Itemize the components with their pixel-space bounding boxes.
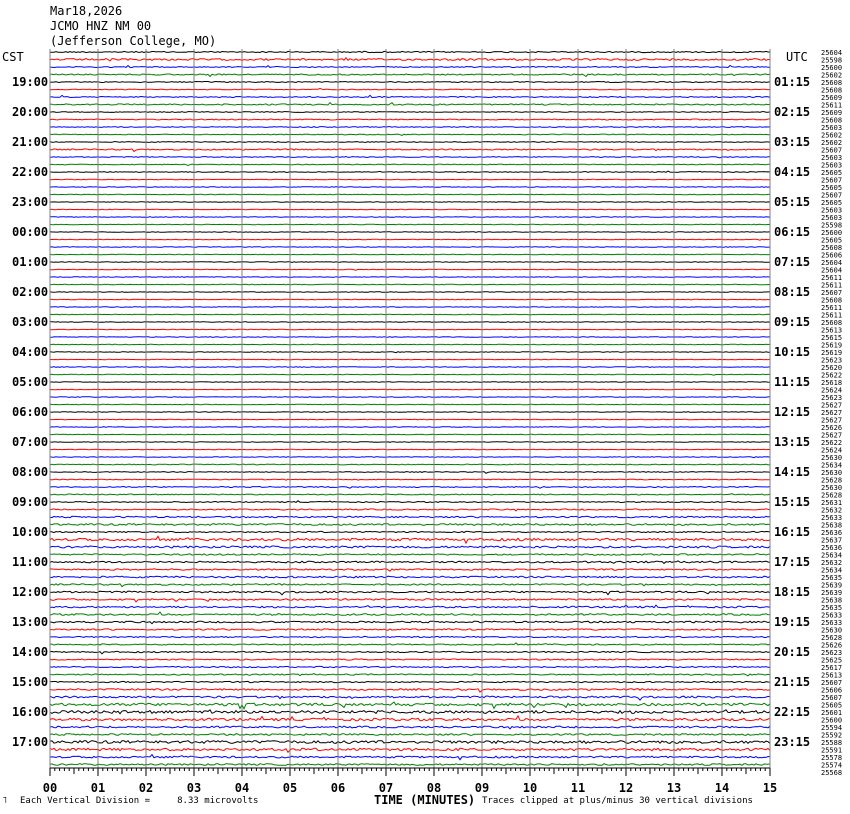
left-time-label: 10:00 — [12, 525, 49, 539]
scale-note: Each Vertical Division = 8.33 microvolts — [20, 796, 259, 806]
trace-64 — [50, 531, 770, 532]
trace-value-label: 25638 — [821, 521, 843, 530]
trace-41 — [50, 359, 770, 360]
right-time-label: 20:15 — [774, 645, 811, 659]
trace-4 — [50, 82, 770, 83]
trace-value-label: 25608 — [821, 319, 843, 327]
trace-value-label: 25634 — [821, 461, 843, 470]
trace-value-label: 25639 — [821, 589, 843, 597]
trace-value-label: 25636 — [821, 544, 843, 552]
trace-16 — [50, 171, 770, 172]
x-tick-label-15: 15 — [762, 781, 778, 795]
left-time-label: 17:00 — [12, 735, 49, 749]
header-location: (Jefferson College, MO) — [50, 34, 217, 48]
trace-value-label: 25625 — [821, 656, 843, 665]
trace-75 — [50, 612, 770, 615]
right-time-label: 05:15 — [774, 195, 811, 209]
trace-value-label: 25630 — [821, 454, 843, 462]
trace-32 — [50, 292, 770, 293]
trace-value-label: 25623 — [821, 394, 843, 402]
header-station: JCMO HNZ NM 00 — [50, 19, 152, 33]
trace-70 — [50, 576, 770, 578]
trace-17 — [50, 179, 770, 180]
trace-value-label: 25604 — [821, 259, 843, 267]
trace-65 — [50, 536, 770, 543]
trace-39 — [50, 344, 770, 345]
left-time-label: 05:00 — [12, 375, 49, 389]
trace-81 — [50, 659, 770, 660]
trace-value-label: 25608 — [821, 79, 843, 87]
trace-value-label: 25633 — [821, 514, 843, 522]
trace-value-label: 25628 — [821, 491, 843, 500]
trace-84 — [50, 681, 770, 682]
right-time-label: 09:15 — [774, 315, 811, 329]
trace-value-label: 25615 — [821, 334, 843, 342]
trace-value-label: 25608 — [821, 116, 843, 125]
trace-37 — [50, 329, 770, 330]
trace-49 — [50, 419, 770, 420]
left-time-label: 12:00 — [12, 585, 49, 599]
right-time-label: 19:15 — [774, 615, 811, 629]
left-time-label: 07:00 — [12, 435, 49, 449]
right-time-label: 10:15 — [774, 345, 811, 359]
trace-value-label: 25594 — [821, 724, 843, 732]
trace-62 — [50, 516, 770, 517]
trace-value-label: 25613 — [821, 671, 843, 680]
x-tick-label-07: 07 — [378, 781, 394, 795]
trace-value-label: 25611 — [821, 274, 843, 282]
trace-value-label: 25591 — [821, 746, 843, 755]
left-time-label: 09:00 — [12, 495, 49, 509]
trace-91 — [50, 734, 770, 736]
trace-38 — [50, 337, 770, 338]
x-tick-label-05: 05 — [282, 781, 298, 795]
x-tick-label-04: 04 — [234, 781, 250, 795]
trace-value-label: 25619 — [821, 341, 843, 350]
trace-value-label: 25605 — [821, 169, 843, 177]
right-time-label: 23:15 — [774, 735, 811, 749]
trace-value-label: 25611 — [821, 101, 843, 110]
trace-value-label: 25628 — [821, 476, 843, 485]
right-time-label: 22:15 — [774, 705, 811, 719]
trace-83 — [50, 674, 770, 676]
trace-18 — [50, 187, 770, 188]
trace-30 — [50, 277, 770, 278]
trace-value-label: 25605 — [821, 199, 843, 207]
trace-value-label: 25635 — [821, 574, 843, 582]
x-tick-label-12: 12 — [618, 781, 634, 795]
trace-3 — [50, 74, 770, 77]
trace-value-label: 25637 — [821, 536, 843, 545]
x-tick-label-00: 00 — [42, 781, 58, 795]
trace-82 — [50, 666, 770, 667]
x-tick-label-03: 03 — [186, 781, 202, 795]
trace-value-label: 25607 — [821, 289, 843, 297]
trace-value-label: 25603 — [821, 124, 843, 132]
trace-36 — [50, 322, 770, 323]
trace-value-label: 25598 — [821, 221, 843, 230]
x-tick-label-06: 06 — [330, 781, 346, 795]
trace-25 — [50, 239, 770, 240]
trace-60 — [50, 501, 770, 503]
trace-value-label: 25608 — [821, 244, 843, 252]
trace-value-label: 25605 — [821, 701, 843, 710]
trace-67 — [50, 554, 770, 555]
trace-value-label: 25611 — [821, 304, 843, 312]
trace-48 — [50, 412, 770, 413]
trace-value-label: 25600 — [821, 716, 843, 725]
trace-value-label: 25608 — [821, 296, 843, 305]
trace-77 — [50, 629, 770, 630]
trace-value-label: 25627 — [821, 431, 843, 440]
left-time-label: 23:00 — [12, 195, 49, 209]
trace-61 — [50, 509, 770, 511]
trace-2 — [50, 66, 770, 68]
trace-value-label: 25603 — [821, 154, 843, 162]
trace-value-label: 25639 — [821, 581, 843, 590]
left-time-label: 14:00 — [12, 645, 49, 659]
trace-value-label: 25633 — [821, 619, 843, 627]
trace-88 — [50, 710, 770, 714]
trace-50 — [50, 427, 770, 428]
trace-27 — [50, 254, 770, 255]
trace-45 — [50, 389, 770, 390]
trace-63 — [50, 524, 770, 526]
trace-value-label: 25606 — [821, 686, 843, 695]
trace-92 — [50, 741, 770, 744]
trace-value-label: 25634 — [821, 566, 843, 575]
trace-90 — [50, 726, 770, 729]
trace-76 — [50, 621, 770, 624]
left-time-label: 01:00 — [12, 255, 49, 269]
trace-value-label: 25638 — [821, 596, 843, 605]
trace-52 — [50, 442, 770, 443]
trace-value-label: 25592 — [821, 731, 843, 740]
trace-value-label: 25635 — [821, 604, 843, 612]
right-time-label: 01:15 — [774, 75, 811, 89]
trace-66 — [50, 546, 770, 548]
trace-value-label: 25632 — [821, 506, 843, 515]
trace-29 — [50, 269, 770, 270]
trace-87 — [50, 702, 770, 709]
trace-34 — [50, 307, 770, 308]
trace-42 — [50, 367, 770, 368]
foot-mark: ˥ — [2, 796, 8, 806]
trace-19 — [50, 194, 770, 195]
trace-79 — [50, 643, 770, 645]
trace-value-label: 25606 — [821, 251, 843, 260]
trace-value-label: 25626 — [821, 641, 843, 650]
left-time-label: 16:00 — [12, 705, 49, 719]
left-time-label: 22:00 — [12, 165, 49, 179]
trace-value-label: 25600 — [821, 229, 843, 237]
x-tick-label-09: 09 — [474, 781, 490, 795]
trace-89 — [50, 716, 770, 721]
left-time-label: 04:00 — [12, 345, 49, 359]
left-time-label: 00:00 — [12, 225, 49, 239]
trace-value-label: 25607 — [821, 146, 843, 155]
trace-86 — [50, 696, 770, 700]
right-time-label: 03:15 — [774, 135, 811, 149]
trace-33 — [50, 299, 770, 300]
left-time-label: 06:00 — [12, 405, 49, 419]
header-date: Mar18,2026 — [50, 4, 123, 18]
trace-value-label: 25624 — [821, 386, 843, 395]
trace-47 — [50, 404, 770, 405]
x-tick-label-01: 01 — [90, 781, 106, 795]
trace-value-label: 25630 — [821, 484, 843, 492]
trace-21 — [50, 209, 770, 210]
trace-9 — [50, 119, 770, 120]
trace-value-label: 25608 — [821, 86, 843, 95]
x-tick-label-14: 14 — [714, 781, 730, 795]
trace-value-label: 25634 — [821, 551, 843, 560]
trace-71 — [50, 584, 770, 587]
trace-value-label: 25631 — [821, 499, 843, 507]
trace-93 — [50, 748, 770, 752]
trace-22 — [50, 217, 770, 218]
left-time-label: 21:00 — [12, 135, 49, 149]
trace-58 — [50, 487, 770, 489]
trace-value-label: 25609 — [821, 109, 843, 117]
right-time-label: 06:15 — [774, 225, 811, 239]
right-time-label: 21:15 — [774, 675, 811, 689]
trace-value-label: 25607 — [821, 679, 843, 687]
trace-value-label: 25633 — [821, 611, 843, 620]
x-tick-label-10: 10 — [522, 781, 538, 795]
right-zone-label: UTC — [786, 50, 808, 64]
trace-value-label: 25574 — [821, 761, 843, 770]
trace-value-label: 25609 — [821, 94, 843, 102]
right-time-label: 02:15 — [774, 105, 811, 119]
right-time-label: 17:15 — [774, 555, 811, 569]
trace-55 — [50, 464, 770, 465]
trace-value-label: 25632 — [821, 559, 843, 567]
trace-value-label: 25622 — [821, 439, 843, 447]
right-time-label: 18:15 — [774, 585, 811, 599]
trace-31 — [50, 284, 770, 285]
trace-value-label: 25601 — [821, 709, 843, 717]
right-time-label: 13:15 — [774, 435, 811, 449]
trace-59 — [50, 494, 770, 495]
trace-74 — [50, 605, 770, 608]
trace-73 — [50, 599, 770, 602]
trace-value-label-final: 25568 — [821, 769, 843, 777]
trace-value-label: 25603 — [821, 161, 843, 170]
trace-value-label: 25627 — [821, 416, 843, 425]
trace-10 — [50, 127, 770, 128]
trace-value-label: 25613 — [821, 326, 843, 335]
trace-94 — [50, 755, 770, 760]
trace-value-label: 25620 — [821, 364, 843, 372]
trace-value-label: 25602 — [821, 71, 843, 80]
trace-value-label: 25588 — [821, 739, 843, 747]
trace-value-label: 25623 — [821, 356, 843, 365]
trace-57 — [50, 479, 770, 480]
trace-13 — [50, 149, 770, 152]
trace-15 — [50, 164, 770, 165]
right-time-label: 12:15 — [774, 405, 811, 419]
trace-85 — [50, 689, 770, 692]
right-time-label: 11:15 — [774, 375, 811, 389]
trace-value-label: 25607 — [821, 191, 843, 200]
trace-7 — [50, 103, 770, 106]
trace-8 — [50, 112, 770, 113]
trace-value-label: 25624 — [821, 446, 843, 455]
trace-51 — [50, 434, 770, 435]
trace-1 — [50, 58, 770, 61]
trace-68 — [50, 561, 770, 564]
trace-value-label: 25618 — [821, 379, 843, 387]
trace-value-label: 25605 — [821, 236, 843, 245]
trace-40 — [50, 352, 770, 353]
x-tick-label-02: 02 — [138, 781, 154, 795]
trace-value-label: 25603 — [821, 214, 843, 222]
x-axis-title: TIME (MINUTES) — [374, 793, 476, 807]
trace-28 — [50, 262, 770, 263]
left-time-label: 20:00 — [12, 105, 49, 119]
right-time-label: 08:15 — [774, 285, 811, 299]
trace-24 — [50, 232, 770, 233]
trace-value-label: 25602 — [821, 131, 843, 140]
trace-14 — [50, 157, 770, 158]
trace-value-label: 25604 — [821, 49, 843, 57]
trace-44 — [50, 382, 770, 383]
trace-43 — [50, 374, 770, 375]
trace-value-label: 25602 — [821, 139, 843, 147]
trace-value-label: 25623 — [821, 649, 843, 657]
trace-6 — [50, 95, 770, 97]
trace-value-label: 25598 — [821, 56, 843, 65]
trace-46 — [50, 397, 770, 398]
trace-value-label: 25619 — [821, 349, 843, 357]
trace-value-label: 25600 — [821, 64, 843, 72]
left-time-label: 19:00 — [12, 75, 49, 89]
left-time-label: 11:00 — [12, 555, 49, 569]
trace-value-label: 25578 — [821, 754, 843, 762]
trace-value-label: 25605 — [821, 184, 843, 192]
trace-value-label: 25630 — [821, 469, 843, 477]
trace-12 — [50, 142, 770, 143]
trace-value-label: 25627 — [821, 401, 843, 410]
left-zone-label: CST — [2, 50, 24, 64]
trace-value-label: 25622 — [821, 371, 843, 380]
trace-value-label: 25611 — [821, 281, 843, 290]
right-time-label: 07:15 — [774, 255, 811, 269]
trace-value-label: 25604 — [821, 266, 843, 275]
left-time-label: 02:00 — [12, 285, 49, 299]
trace-35 — [50, 314, 770, 315]
trace-value-label: 25611 — [821, 311, 843, 320]
trace-value-label: 25626 — [821, 424, 843, 432]
x-tick-label-13: 13 — [666, 781, 682, 795]
right-time-label: 15:15 — [774, 495, 811, 509]
trace-value-label: 25603 — [821, 206, 843, 215]
trace-11 — [50, 134, 770, 135]
trace-53 — [50, 449, 770, 450]
left-time-label: 03:00 — [12, 315, 49, 329]
trace-95 — [50, 764, 770, 766]
trace-54 — [50, 457, 770, 458]
trace-72 — [50, 591, 770, 595]
trace-23 — [50, 224, 770, 225]
trace-value-label: 25607 — [821, 176, 843, 185]
trace-26 — [50, 247, 770, 248]
trace-80 — [50, 651, 770, 653]
trace-0 — [50, 51, 770, 52]
right-time-label: 14:15 — [774, 465, 811, 479]
trace-69 — [50, 569, 770, 571]
clip-note: Traces clipped at plus/minus 30 vertical divisions — [482, 796, 753, 806]
left-time-label: 15:00 — [12, 675, 49, 689]
trace-20 — [50, 202, 770, 203]
trace-value-label: 25607 — [821, 694, 843, 702]
trace-78 — [50, 636, 770, 637]
trace-value-label: 25627 — [821, 409, 843, 417]
right-time-label: 16:15 — [774, 525, 811, 539]
trace-56 — [50, 472, 770, 474]
trace-value-label: 25617 — [821, 664, 843, 672]
trace-5 — [50, 88, 770, 90]
left-time-label: 13:00 — [12, 615, 49, 629]
trace-value-label: 25636 — [821, 529, 843, 537]
x-tick-label-08: 08 — [426, 781, 442, 795]
right-time-label: 04:15 — [774, 165, 811, 179]
left-time-label: 08:00 — [12, 465, 49, 479]
trace-value-label: 25628 — [821, 634, 843, 642]
x-tick-label-11: 11 — [570, 781, 586, 795]
trace-value-label: 25630 — [821, 626, 843, 635]
